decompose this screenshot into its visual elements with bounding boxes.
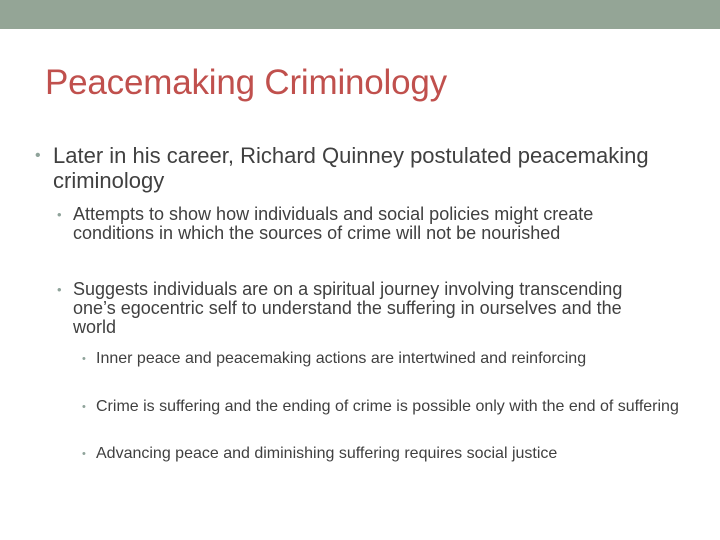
top-accent-bar <box>0 0 720 29</box>
bullet-marker: • <box>82 401 86 413</box>
bullet-marker: • <box>82 448 86 460</box>
bullet-marker: • <box>57 282 62 297</box>
bullet-level3 <box>82 398 696 416</box>
bullet-level1 <box>35 143 653 193</box>
bullet-level2 <box>57 279 663 337</box>
bullet-marker: • <box>35 147 41 164</box>
bullet-marker: • <box>82 353 86 365</box>
bullet-text: Advancing peace and diminishing suffering requires social justice <box>96 445 558 462</box>
bullet-text: Inner peace and peacemaking actions are intertwined and reinforcing <box>96 350 587 367</box>
bullet-text: Attempts to show how individuals and social policies might create conditions in which the sources of crime will not be nourished <box>73 204 594 243</box>
bullet-text: Later in his career, Richard Quinney postulated peacemaking criminology <box>53 143 649 193</box>
bullet-text: Suggests individuals are on a spiritual journey involving transcending one’s egocentric self to understand the suffering in ourselves and the world <box>73 279 623 337</box>
bullet-marker: • <box>57 207 62 222</box>
slide-title: Peacemaking Criminology <box>45 63 447 102</box>
bullet-level3 <box>82 445 696 463</box>
bullet-level3 <box>82 350 696 368</box>
bullet-text: Crime is suffering and the ending of crime is possible only with the end of suffering <box>96 398 679 415</box>
bullet-level2 <box>57 204 663 243</box>
